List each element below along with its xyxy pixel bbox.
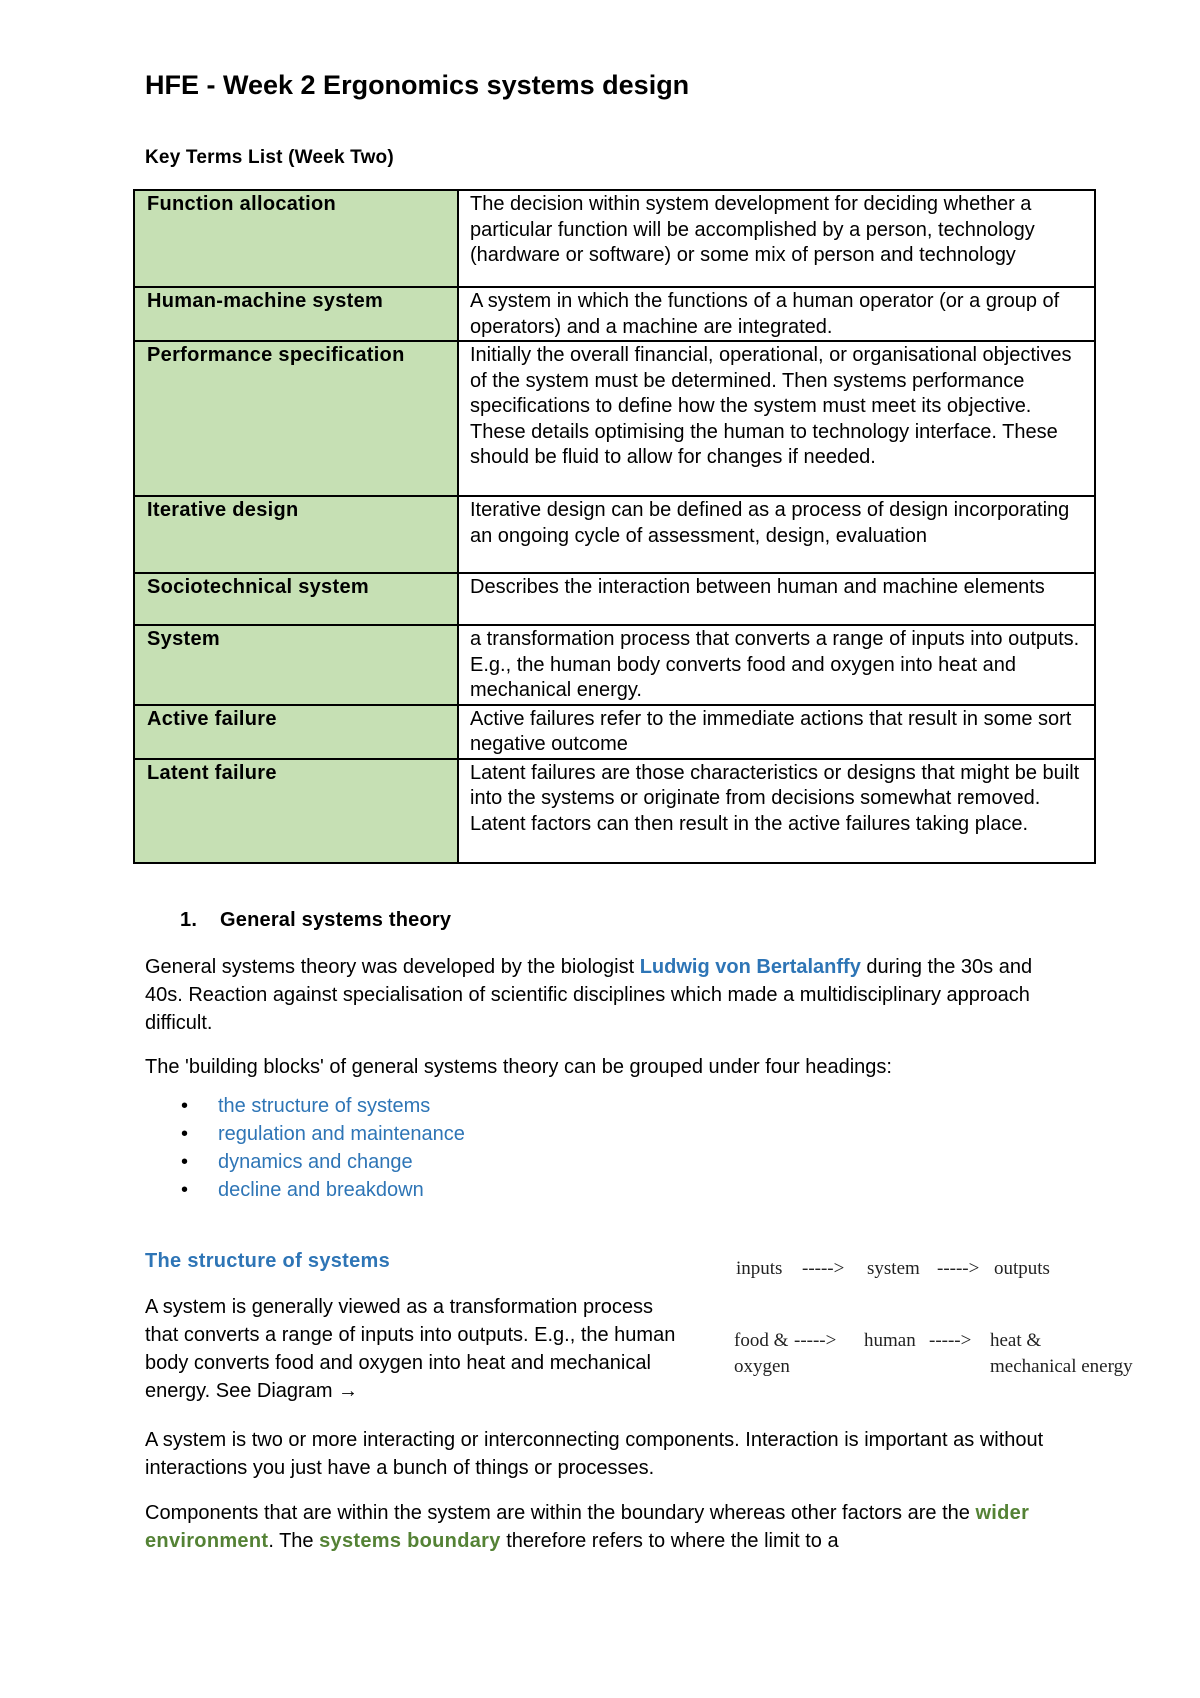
diagram-oxygen-label: oxygen — [734, 1356, 790, 1377]
table-row — [134, 759, 1095, 863]
systems-diagram — [730, 1258, 1150, 1398]
list-item-text: the structure of systems — [218, 1095, 431, 1117]
bullet-icon: • — [181, 1179, 189, 1201]
definition-cell: Active failures refer to the immediate actions that result in some sort negative outcome — [458, 705, 1095, 759]
paragraph-text: General systems theory was developed by the biologist — [145, 956, 640, 978]
paragraph-interacting-components: A system is two or more interacting or interconnecting components. Interaction is important as without interactions you just have a bunch of things or processes. — [145, 1429, 1044, 1479]
paragraph-structure: A system is generally viewed as a transformation process that converts a range of inputs into outputs. E.g., the human body converts food and oxygen into heat and mechanical energy. See Diagram → — [145, 1296, 676, 1402]
document-title: HFE - Week 2 Ergonomics systems design — [145, 70, 690, 100]
arrow-icon: -----> — [794, 1330, 837, 1351]
list-item — [145, 1120, 465, 1148]
paragraph-text: therefore refers to where the limit to a — [500, 1530, 839, 1552]
definition-cell: The decision within system development for deciding whether a particular function will be accomplished by a person, technology (hardware or software) or some mix of person and technology — [458, 190, 1095, 287]
paragraph-text: during the 30s and 40s. Reaction against specialisation of scientific disciplines which made a multidisciplinary approach difficult. — [145, 956, 1033, 1034]
paragraph-building-blocks: The 'building blocks' of general systems theory can be grouped under four headings: — [145, 1056, 892, 1078]
diagram-mechanical-energy-label: mechanical energy — [990, 1356, 1133, 1377]
term-cell: Iterative design — [134, 496, 458, 573]
definition-cell: a transformation process that converts a range of inputs into outputs. E.g., the human body converts food and oxygen into heat and mechanical energy. — [458, 625, 1095, 705]
term-cell: Function allocation — [134, 190, 458, 287]
definition-cell: Latent failures are those characteristics or designs that might be built into the systems or originate from decisions somewhat removed. Latent factors can then result in the active failures taking place. — [458, 759, 1095, 863]
section-number: 1. — [180, 909, 198, 931]
paragraph-text: Components that are within the system are within the boundary whereas other factors are the — [145, 1502, 976, 1524]
definition-cell: Describes the interaction between human and machine elements — [458, 573, 1095, 625]
wider-environment-highlight: wider environment — [145, 1502, 1030, 1552]
term-cell: Performance specification — [134, 341, 458, 496]
term-cell: Active failure — [134, 705, 458, 759]
key-terms-table — [133, 189, 1096, 864]
key-terms-heading: Key Terms List (Week Two) — [145, 147, 394, 168]
diagram-food-label: food & — [734, 1330, 789, 1351]
arrow-icon: -----> — [937, 1258, 980, 1279]
table-row — [134, 705, 1095, 759]
definition-cell: Iterative design can be defined as a process of design incorporating an ongoing cycle of assessment, design, evaluation — [458, 496, 1095, 573]
diagram-inputs-label: inputs — [736, 1258, 783, 1279]
section-heading-general-systems-theory — [180, 909, 451, 932]
table-row — [134, 625, 1095, 705]
bullet-icon: • — [181, 1095, 189, 1117]
term-cell: Human-machine system — [134, 287, 458, 341]
diagram-human-label: human — [864, 1330, 916, 1351]
arrow-icon: -----> — [802, 1258, 845, 1279]
diagram-heat-label: heat & — [990, 1330, 1042, 1351]
list-item-text: decline and breakdown — [218, 1179, 424, 1201]
list-item-text: dynamics and change — [218, 1151, 413, 1173]
list-item-text: regulation and maintenance — [218, 1123, 465, 1145]
table-row — [134, 573, 1095, 625]
bullet-icon: • — [181, 1123, 189, 1145]
table-row — [134, 496, 1095, 573]
table-row — [134, 341, 1095, 496]
structure-of-systems-heading: The structure of systems — [145, 1250, 391, 1272]
bertalanffy-highlight: Ludwig von Bertalanffy — [639, 956, 861, 978]
term-cell: Sociotechnical system — [134, 573, 458, 625]
diagram-system-label: system — [867, 1258, 920, 1279]
list-item — [145, 1148, 465, 1176]
table-row — [134, 287, 1095, 341]
arrow-icon: -----> — [929, 1330, 972, 1351]
list-item — [145, 1092, 465, 1120]
term-cell: Latent failure — [134, 759, 458, 863]
table-row — [134, 190, 1095, 287]
paragraph-text: . The — [268, 1530, 320, 1552]
building-blocks-list — [145, 1092, 465, 1204]
paragraph-bertalanffy — [145, 953, 1065, 1037]
paragraph-boundary — [145, 1499, 1065, 1555]
systems-boundary-highlight: systems boundary — [319, 1530, 501, 1552]
definition-cell: Initially the overall financial, operational, or organisational objectives of the system must be determined. Then systems performance specifications to define how the system must meet its objective. These details optimising the human to technology interface. These should be fluid to allow for changes if needed. — [458, 341, 1095, 496]
term-cell: System — [134, 625, 458, 705]
bullet-icon: • — [181, 1151, 189, 1173]
diagram-outputs-label: outputs — [994, 1258, 1050, 1279]
definition-cell: A system in which the functions of a human operator (or a group of operators) and a machine are integrated. — [458, 287, 1095, 341]
section-title: General systems theory — [220, 909, 452, 931]
list-item — [145, 1176, 465, 1204]
